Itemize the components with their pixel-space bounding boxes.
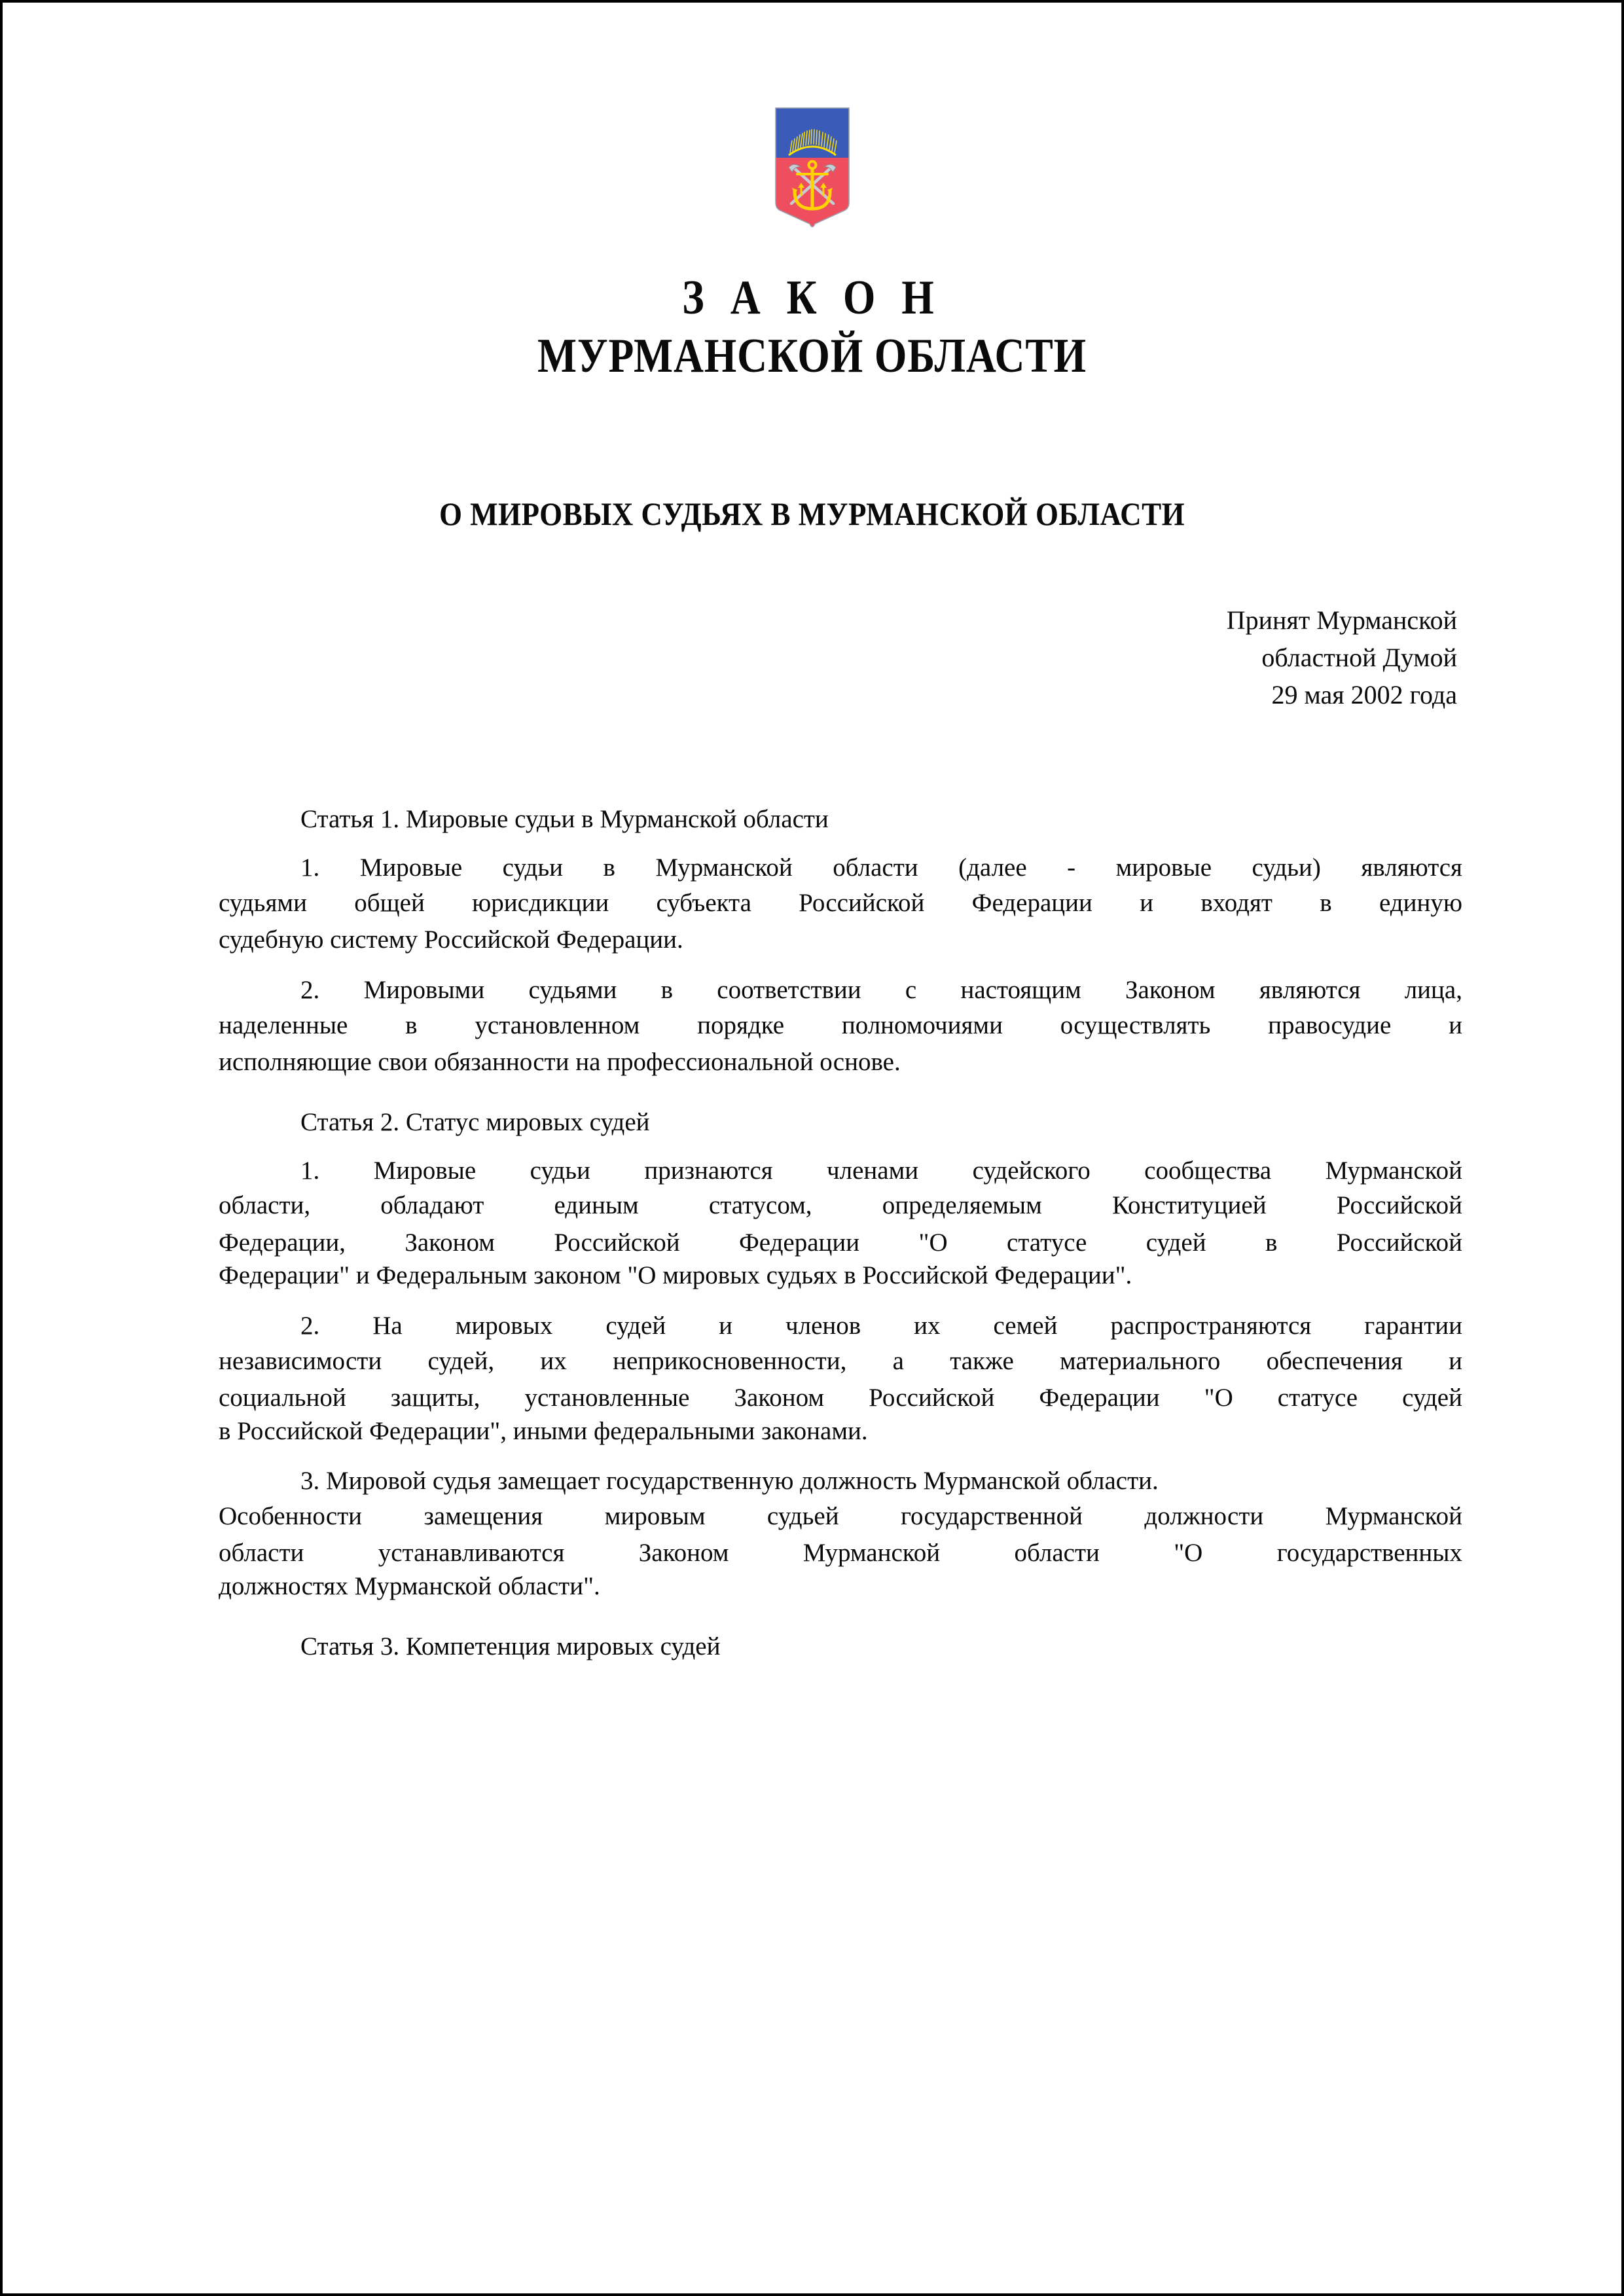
- article-2-clause-3: [219, 1467, 1462, 1603]
- clause-line: области, обладают единым статусом, определяемым Конституцией Российской: [219, 1191, 1462, 1220]
- shield-blue-field: [773, 104, 852, 158]
- clause-line: независимости судей, их неприкосновенности, а также материального обеспечения и: [219, 1346, 1462, 1375]
- law-word: З А К О Н: [682, 271, 942, 325]
- clause-line: области устанавливаются Законом Мурманской области "О государственных: [219, 1539, 1462, 1568]
- law-subject-title: О МИРОВЫХ СУДЬЯХ В МУРМАНСКОЙ ОБЛАСТИ: [439, 495, 1185, 532]
- clause-line: 2. Мировыми судьями в соответствии с настоящим Законом являются лица,: [300, 975, 1462, 1004]
- clause-line: 1. Мировые судьи в Мурманской области (далее - мировые судьи) являются: [300, 853, 1462, 882]
- clause-line: наделенные в установленном порядке полномочиями осуществлять правосудие и: [219, 1011, 1462, 1039]
- adoption-line-2: областной Думой: [1261, 642, 1457, 672]
- article-1-clause-2: [219, 977, 1462, 1079]
- clause-line: в Российской Федерации", иными федеральными законами.: [219, 1416, 868, 1445]
- adoption-line-1: Принят Мурманской: [1226, 605, 1457, 635]
- article-2-clause-1: [219, 1157, 1462, 1293]
- article-heading-1: Статья 1. Мировые судьи в Мурманской области: [300, 805, 829, 833]
- clause-line: судьями общей юрисдикции субъекта Российской Федерации и входят в единую: [219, 888, 1462, 917]
- clause-line: социальной защиты, установленные Законом Российской Федерации "О статусе судей: [219, 1384, 1462, 1412]
- adoption-line-3: 29 мая 2002 года: [1271, 679, 1457, 709]
- document-title-block: [3, 270, 1621, 386]
- article-heading-3: Статья 3. Компетенция мировых судей: [300, 1632, 721, 1660]
- document-body: [219, 806, 1462, 1681]
- clause-line: 3. Мировой судья замещает государственную должность Мурманской области.: [300, 1467, 1159, 1496]
- article-2-clause-2: [219, 1312, 1462, 1448]
- clause-line: Федерации" и Федеральным законом "О мировых судьях в Российской Федерации".: [219, 1261, 1132, 1290]
- clause-line: 2. На мировых судей и членов их семей распространяются гарантии: [300, 1311, 1462, 1340]
- clause-line: 1. Мировые судьи признаются членами судейского сообщества Мурманской: [300, 1156, 1462, 1185]
- clause-line: исполняющие свои обязанности на профессиональной основе.: [219, 1047, 901, 1076]
- adoption-block: [1227, 602, 1457, 713]
- region-name: МУРМАНСКОЙ ОБЛАСТИ: [537, 329, 1087, 384]
- clause-line: Федерации, Законом Российской Федерации "О статусе судей в Российской: [219, 1228, 1462, 1257]
- coat-of-arms-murmansk-oblast-icon: [773, 104, 852, 232]
- clause-line: судебную систему Российской Федерации.: [219, 925, 683, 954]
- article-1-clause-1: [219, 854, 1462, 957]
- article-heading-2: Статья 2. Статус мировых судей: [300, 1107, 650, 1136]
- clause-line: Особенности замещения мировым судьей государственной должности Мурманской: [219, 1502, 1462, 1531]
- emblem-container: [3, 104, 1621, 232]
- clause-line: должностях Мурманской области".: [219, 1572, 600, 1601]
